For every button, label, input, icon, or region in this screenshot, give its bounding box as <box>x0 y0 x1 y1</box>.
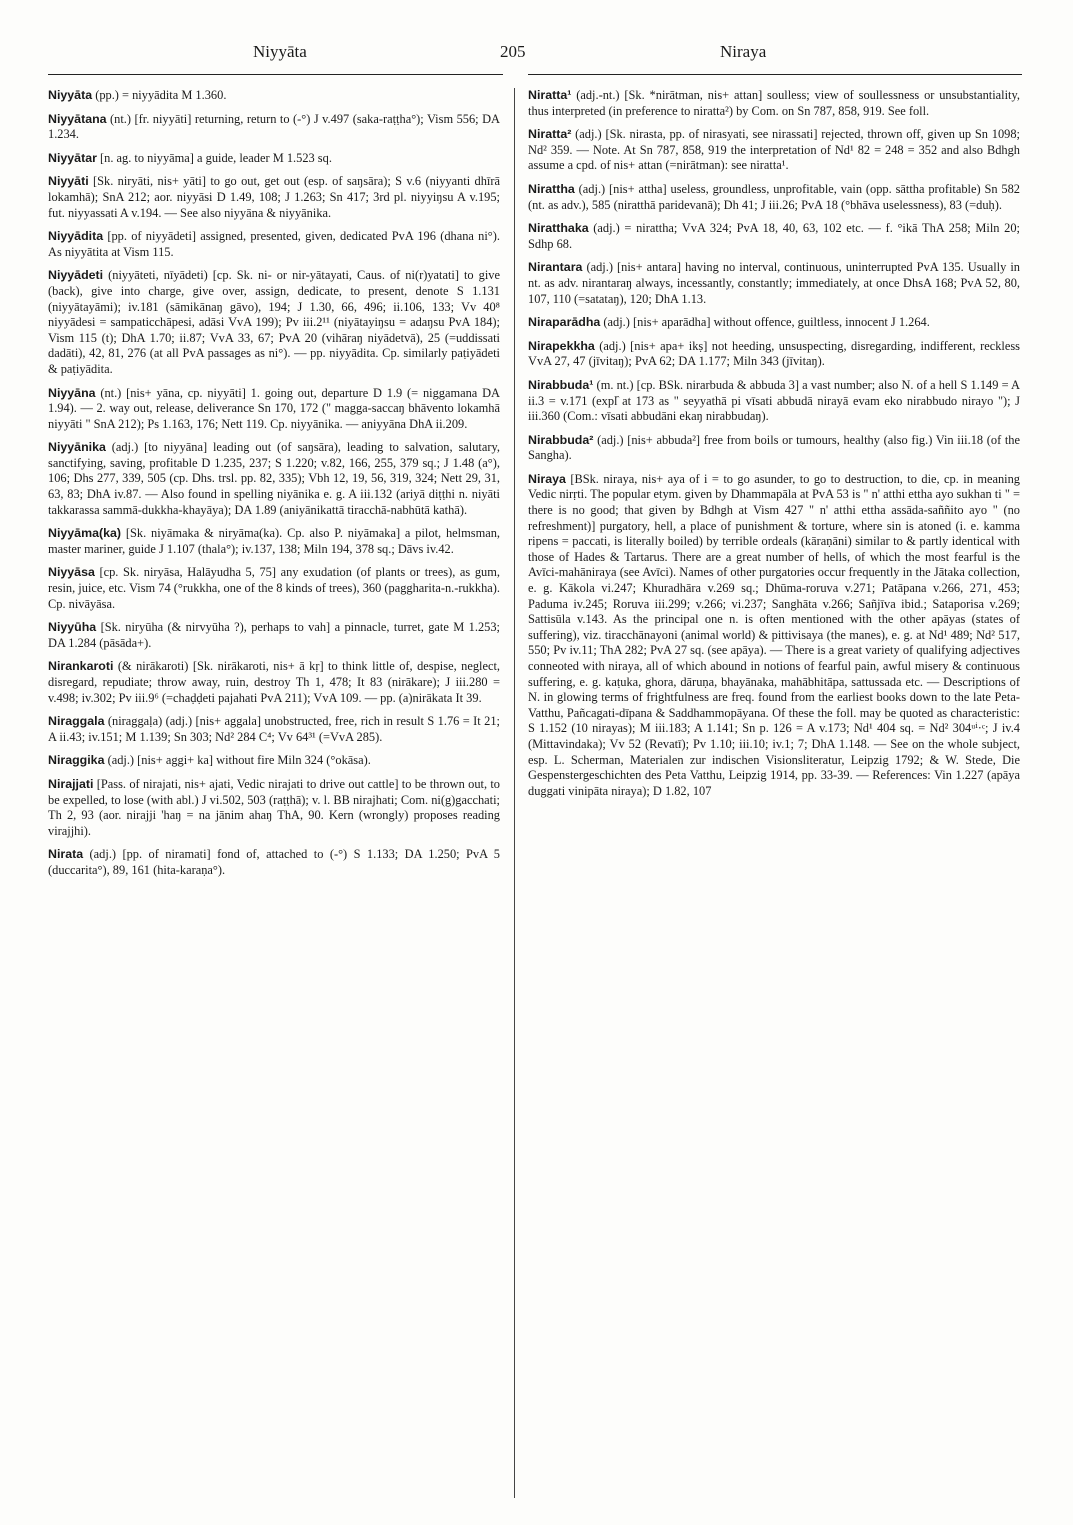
entry-headword: Nirapekkha <box>528 338 595 353</box>
dictionary-entry <box>528 378 1020 425</box>
entry-definition: [n. ag. to niyyāma] a guide, leader M 1.523 sq. <box>96 150 332 165</box>
entry-definition: (adj.) [nis+ abbuda²] free from boils or tumours, healthy (also fig.) Vin iii.18 (of the Sangha). <box>528 432 1020 463</box>
entry-definition: [cp. Sk. niryāsa, Halāyudha 5, 75] any exudation (of plants or trees), as gum, resin, juice, etc. Vism 74 (°rukkha, one of the 8 kinds of trees), 360 (paggharita-n.-rukkha). Cp. nivāyāsa. <box>48 565 500 611</box>
dictionary-entry <box>48 714 500 745</box>
entry-headword: Niratthaka <box>528 221 589 236</box>
entry-definition: (nt.) [nis+ yāna, cp. niyyāti] 1. going out, departure D 1.9 (= niggamana DA 1.94). — 2. way out, release, deliverance Sn 170, 172 (" magga-saccaŋ bhāvento lokamhā niyyāti " SnA 212); Ps 1.163, 176; Nett 119. Cp. niyyānika. — aniyyāna DhA ii.209. <box>48 385 500 431</box>
entry-definition: [BSk. niraya, nis+ aya of i = to go asunder, to go to destruction, to die, cp. in meaning Vedic nirṛti. The popular etym. given by Dhammapāla at PvA 53 is " n' atthi ettha ayo sukhan ti " = there is no good; that given by Bdhgh at Vism 427 " n' atthi ettha assāda-saññito ayo " (no refreshment)] purgatory, hell, a place of punishment & torture, where sin is atoned (i. e. kamma ripens = paccati, is literally boiled) by terrible ordeals (kāraṇāni) similar to & partly identical with those of Hades & Tartarus. There are a great number of hells, of which the most fearful is the Avīci-mahāniraya (see Avīci). Names of other purgatories occur frequently in the Jātaka collection, e. g. Kākola vi.247; Khuradhāra v.269 sq.; Dhūma-roruva v.271; Patāpana v.266, 271, 453; Paduma iv.245; Roruva iii.299; v.266; vi.237; Sanghāta v.266; Sañjīva ibid.; Sataporisa v.269; Sattisūla v.143. As the principal one n. is often mentioned with the other apāyas (states of suffering), viz. tiracchānayoni (animal world) & pittivisaya (the manes), e. g. at Nd¹ 489; Nd² 517, 550; Pv iv.11; ThA 282; PvA 27 sq. (see apāya). — There is a great variety of qualifying adjectives conneoted with niraya, all of which abound in notions of fearful pain, awful misery & continuous suffering, e. g. kaṭuka, ghora, dāruṇa, bhayānaka, mahābhitāpa, sattussada etc. — Descriptions of N. in glowing terms of frightfulness are freq. found from the earliest books down to the late Peta-Vatthu, Pañcagati-dīpana & Saddhammopāyana. Of these the foll. may be quoted as characteristic: S 1.152 (10 nirayas); M iii.183; A 1.141; Sn p. 126 = A v.173; Nd¹ 404 sq. = Nd² 304ᵘⁱ·ᶜ; J iv.4 (Mittavindaka); Vv 52 (Revatī); Pv 1.10; iii.10; iv.1; 7; DhA 1.148. — See on the whole subject, esp. L. Scherman, Materialen zur indischen Visionsliteratur, Leipzig 1792; & W. Stede, Die Gespenstergeschichten des Peta Vatthu, Leipzig 1914, pp. 33-39. — References: Vin 1.227 (apāya duggati vinipāta niraya); D 1.82, 107 <box>528 471 1020 798</box>
header-left-guideword: Niyyāta <box>253 42 307 61</box>
dictionary-entry <box>48 229 500 260</box>
dictionary-entry <box>48 659 500 706</box>
entry-headword: Niyyāsa <box>48 565 95 580</box>
entry-headword: Nirabbuda² <box>528 432 594 447</box>
entry-headword: Niraggika <box>48 753 105 768</box>
entry-definition: (adj.) [pp. of niramati] fond of, attached to (-°) S 1.133; DA 1.250; PvA 5 (duccarita°), 89, 161 (hita-karaṇa°). <box>48 847 500 877</box>
dictionary-entry <box>48 174 500 221</box>
dictionary-entry <box>48 753 500 769</box>
entry-definition: (adj.) [nis+ aparādha] without offence, guiltless, innocent J 1.264. <box>600 315 930 330</box>
entry-headword: Nirata <box>48 847 84 862</box>
dictionary-entry <box>48 151 500 167</box>
left-column <box>48 88 500 887</box>
entry-headword: Niyyāta <box>48 88 93 102</box>
dictionary-entry <box>48 386 500 433</box>
entry-definition: (adj.) [Sk. nirasta, pp. of nirasyati, see nirassati] rejected, thrown off, given up Sn 1098; Nd² 359. — Note. At Sn 787, 858, 919 the interpretation of Nd¹ 82 = 248 = 352 and also Bdhgh assume a cpd. of nis+ attan (=nirātman): see niratta¹. <box>528 127 1020 173</box>
dictionary-entry <box>528 88 1020 119</box>
entry-headword: Niyyāma(ka) <box>48 526 122 541</box>
entry-definition: [Sk. niryāti, nis+ yāti] to go out, get out (esp. of saŋsāra); S v.6 (niyyanti dhīrā lokamhā); SnA 212; aor. niyyāsi D 1.49, 108; J 1.263; Sn 417; 3rd pl. niyyiŋsu A v.195; fut. niyyassati A v.194. — See also niyyāna & niyyānika. <box>48 174 500 220</box>
dictionary-entry <box>48 440 500 518</box>
entry-definition: (m. nt.) [cp. BSk. nirarbuda & abbuda 3] a vast number; also N. of a hell S 1.149 = A ii.3 = v.171 (expl᷈ at 173 as " seyyathā pi vīsati abbudā nirayā evam eko nirabbudo nirayo "); J iii.360 (Com.: vīsati abbudāni ekaŋ nirabbudaŋ). <box>528 377 1020 424</box>
header-rule-left <box>48 74 503 75</box>
dictionary-entry <box>528 433 1020 464</box>
dictionary-entry <box>48 268 500 377</box>
entry-headword: Niratta¹ <box>528 88 572 102</box>
dictionary-entry <box>48 620 500 651</box>
entry-headword: Nirantara <box>528 260 583 275</box>
entry-definition: (niyyāteti, nīyādeti) [cp. Sk. ni- or nir-yātayati, Caus. of ni(r)yatati] to give (back), give into charge, give over, assign, dedicate, to present, denote S 1.131 (niyyātayāmi); iv.181 (sāmikānaŋ gāvo), 194; J 1.30, 66, 496; ii.106, 133; Vv 40⁸ niyyādesi = sampaticchāpesi, adāsi VvA 199); Pv iii.2¹¹ (niyātayiŋsu = adaŋsu PvA 184); Vism 115 (t); DhA 1.70; ii.87; VvA 33, 67; PvA 20 (vihāraŋ niyādetvā), 25 (=uddissati dadāti), 42, 81, 276 (at all PvA passages as ni°). — pp. niyyādita. Cp. similarly paṭiyādeti & paṭiyādita. <box>48 268 500 376</box>
entry-definition: (adj.) [nis+ attha] useless, groundless, unprofitable, vain (opp. sāttha profitable) Sn 582 (nt. as adv.), 585 (niratthā paridevanā); Dh 41; J iii.26; PvA 18 (°bhāva uselessness), 83 (=duḥ). <box>528 181 1020 212</box>
entry-headword: Niyyādita <box>48 229 104 244</box>
header-right-guideword: Niraya <box>720 42 767 61</box>
column-divider <box>514 88 515 1498</box>
entry-headword: Niyyūha <box>48 620 97 635</box>
entry-headword: Niraparādha <box>528 315 601 330</box>
entry-headword: Niyyānika <box>48 440 106 455</box>
entry-headword: Niraya <box>528 471 566 486</box>
entry-definition: [pp. of niyyādeti] assigned, presented, given, dedicated PvA 196 (dhana ni°). As niyyātita at Vism 115. <box>48 229 500 259</box>
entry-definition: (adj.) [nis+ apa+ ikṣ] not heeding, unsuspecting, disregarding, indifferent, reckless VvA 27, 47 (jīvitaŋ); PvA 62; DA 1.177; Miln 343 (jīvitaŋ). <box>528 338 1020 369</box>
entry-headword: Nirattha <box>528 181 575 196</box>
dictionary-entry <box>528 260 1020 307</box>
entry-headword: Niyyātana <box>48 111 107 126</box>
entry-definition: (adj.) = nirattha; VvA 324; PvA 18, 40, 63, 102 etc. — f. °ikā ThA 258; Miln 20; Sdhp 68. <box>528 221 1020 251</box>
entry-definition: (adj.-nt.) [Sk. *nirātman, nis+ attan] soulless; view of soullessness or unsubstantiality, thus interpreted (in preference to niratta²) by Com. on Sn 787, 858, 919. See foll. <box>528 88 1020 118</box>
dictionary-entry <box>528 339 1020 370</box>
entry-headword: Nirajjati <box>48 776 94 791</box>
entry-definition: (nt.) [fr. niyyāti] returning, return to (-°) J v.497 (saka-raṭṭha°); Vism 556; DA 1.234. <box>48 111 500 142</box>
dictionary-entry <box>48 88 500 104</box>
page-number: 205 <box>500 42 526 61</box>
entry-definition: (adj.) [nis+ antara] having no interval, continuous, uninterrupted PvA 135. Usually in nt. as adv. nirantaraŋ always, incessantly, constantly; immediately, at once DhsA 168; PvA 52, 80, 107, 110 (=satataŋ), 120; DhA 1.13. <box>528 260 1020 306</box>
entry-headword: Nirabbuda¹ <box>528 377 594 392</box>
dictionary-entry <box>48 112 500 143</box>
entry-headword: Nirankaroti <box>48 659 114 674</box>
dictionary-entry <box>48 526 500 557</box>
entry-definition: (adj.) [to niyyāna] leading out (of saŋsāra), leading to salvation, salutary, sanctifying, saving, profitable D 1.235, 237; S 1.220; v.82, 166, 255, 379 sq.; J 1.48 (a°), 106; Dhs 277, 339, 505 (cp. Dhs. trsl. pp. 82, 335); Vbh 12, 19, 56, 319, 324; Nett 29, 31, 63, 83; DhA iv.87. — Also found in spelling niyānika e. g. A iii.132 (ariyā diṭṭhi n. niyāti takkarassa sammā-dukkha-khayāya); DA 1.89 (aniyānikattā tiracchā-nabhūtā kathā). <box>48 440 500 517</box>
dictionary-entry <box>48 777 500 839</box>
entry-headword: Niraggala <box>48 714 105 729</box>
right-column <box>528 88 1020 807</box>
dictionary-entry <box>528 221 1020 252</box>
entry-headword: Niyyātar <box>48 150 97 165</box>
header-rule-right <box>528 74 1022 75</box>
entry-definition: (niraggaḷa) (adj.) [nis+ aggala] unobstructed, free, rich in result S 1.76 = It 21; A ii.43; iv.151; M 1.139; Sn 303; Nd² 284 C⁴; Vv 64³¹ (=VvA 285). <box>48 714 500 744</box>
dictionary-entry <box>528 182 1020 213</box>
entry-definition: [Sk. niyāmaka & niryāma(ka). Cp. also P. niyāmaka] a pilot, helmsman, master mariner, guide J 1.107 (thala°); iv.137, 138; Miln 194, 378 sq.; Dāvs iv.42. <box>48 526 500 556</box>
entry-definition: [Pass. of nirajati, nis+ ajati, Vedic nirajati to drive out cattle] to be thrown out, to be expelled, to lose (with abl.) J vi.502, 503 (raṭṭhā); v. l. BB nirajhati; Com. ni(g)gacchati; Th 2, 93 (aor. nirajji 'haŋ = na jānim ahaŋ ThA, 90. Kern (wrongly) proposes reading virajjhi). <box>48 776 500 838</box>
entry-headword: Niyyāna <box>48 385 96 400</box>
entry-headword: Niyyāti <box>48 174 89 189</box>
dictionary-entry <box>528 127 1020 174</box>
entry-definition: (& nirākaroti) [Sk. nirākaroti, nis+ ā kṛ] to think little of, despise, neglect, disregard, repudiate; throw away, ruin, destroy Th 1, 478; It 83 (nirākare); J iii.280 = v.498; iv.302; Pv iii.9⁶ (=chaḍḍeti pajahati PvA 211); VvA 109. — pp. (a)nirākata It 39. <box>48 659 500 705</box>
entry-definition: (pp.) = niyyādita M 1.360. <box>92 88 227 102</box>
dictionary-entry <box>48 565 500 612</box>
entry-definition: (adj.) [nis+ aggi+ ka] without fire Miln 324 (°okāsa). <box>104 753 371 768</box>
page-header <box>48 42 1028 72</box>
entry-headword: Niratta² <box>528 127 572 142</box>
entry-definition: [Sk. niryūha (& nirvyūha ?), perhaps to vah] a pinnacle, turret, gate M 1.253; DA 1.284 (pāsāda+). <box>48 620 500 650</box>
dictionary-entry <box>528 315 1020 331</box>
dictionary-entry <box>48 847 500 878</box>
dictionary-entry <box>528 472 1020 799</box>
entry-headword: Niyyādeti <box>48 268 104 283</box>
